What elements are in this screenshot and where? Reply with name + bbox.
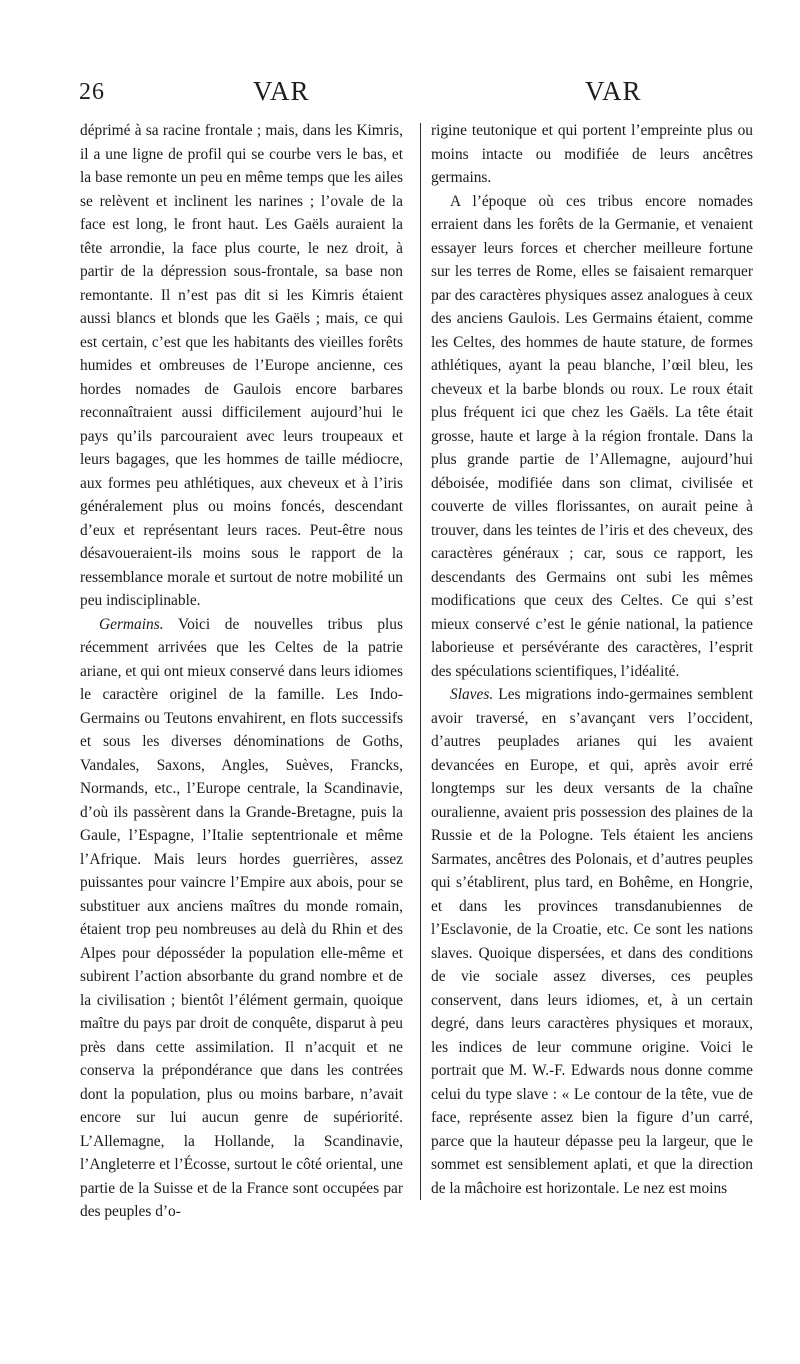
section-heading: Germains. xyxy=(99,615,164,633)
paragraph-germains xyxy=(80,613,403,1224)
paragraph-text: Voici de nouvelles tribus plus récemment arrivées que les Celtes de la patrie ariane, et qui ont mieux conservé dans leurs idiomes le caractère originel de la famille. Les Indo-Germains ou Teutons envahirent, en flots successifs et sous les diverses dénominations de Goths, Vandales, Saxons, Angles, Suèves, Francks, Normands, etc., l’Europe centrale, la Scandinavie, d’où ils passèrent dans la Grande-Bretagne, puis la Gaule, l’Espagne, l’Italie septentrionale et même l’Afrique. Mais leurs hordes guerrières, assez puissantes pour vaincre l’Empire aux abois, pour se substituer aux anciens maîtres du monde romain, étaient trop peu nombreuses au delà du Rhin et des Alpes pour déposséder la population elle-même et subirent l’action absorbante du grand nombre et de la civilisation ; bientôt l’élément germain, quoique maître du pays par droit de conquête, disparut à peu près dans cette assimilation. Il n’acquit et ne conserva la prépondérance que dans les contrées dont la population, plus ou moins barbare, n’avait encore sur lui aucun genre de supériorité. L’Allemagne, la Hollande, la Scandinavie, l’Angleterre et l’Écosse, surtout le côté oriental, une partie de la Suisse et de la France sont occupées par des peuples d’o- xyxy=(80,615,403,1220)
running-head-left: VAR xyxy=(253,76,310,106)
paragraph: A l’époque où ces tribus encore nomades erraient dans les forêts de la Germanie, et venaient essayer leurs forces et chercher meilleure fortune sur les terres de Rome, elles se faisaient remarquer par des caractères physiques assez analogues à ceux des anciens Gaulois. Les Germains étaient, comme les Celtes, des hommes de haute stature, de formes athlétiques, ayant la peau blanche, l’œil bleu, les cheveux et la barbe blonds ou roux. Le roux était plus fréquent ici que chez les Gaëls. La tête était grosse, haute et large à la région frontale. Dans la plus grande partie de l’Allemagne, aujourd’hui déboisée, modifiée dans son climat, civilisée et couverte de villes florissantes, on aurait peine à trouver, dans les teintes de l’iris et des cheveux, des caractères généraux ; car, sous ce rapport, les descendants des Germains ont subi les mêmes modifications que ceux des Celtes. Ce qui s’est mieux conservé c’est le génie national, la patience laborieuse et persévérante des caractères, l’esprit des spéculations scientifiques, l’idéalité. xyxy=(431,192,753,680)
paragraph: déprimé à sa racine frontale ; mais, dans les Kimris, il a une ligne de profil qui se courbe vers le bas, et la base remonte un peu en même temps que les ailes se relèvent et inclinent les narines ; l’ovale de la face est long, le front haut. Les Gaëls auraient la tête arrondie, la face plus courte, le nez droit, à partir de la dépression sous-frontale, sa base non remontante. Il n’est pas dit si les Kimris étaient aussi blancs et blonds que les Gaëls ; mais, ce qui est certain, c’est que les habitants des vieilles forêts humides et ombreuses de l’Europe ancienne, ces hordes nomades de Gaulois encore barbares reconnaîtraient aussi difficilement aujourd’hui le pays qu’ils parcouraient avec leurs troupeaux et leurs bagages, que les hommes de taille médiocre, aux formes peu athlétiques, aux cheveux et à l’iris généralement plus ou moins foncés, descendant d’eux et représentant leurs races. Peut-être nous désavoueraient-ils moins sous le rapport de la ressemblance morale et surtout de notre mobilité un peu indisciplinable. xyxy=(80,122,403,609)
page-number: 26 xyxy=(79,79,105,105)
paragraph-text: Les migrations indo-germaines semblent avoir traversé, en s’avançant vers l’occident, d’autres peuplades arianes qui les avaient devancées en Europe, et qui, après avoir erré longtemps sur les deux versants de la chaîne ouralienne, avaient pris possession des plaines de la Russie et de la Pologne. Tels étaient les anciens Sarmates, ancêtres des Polonais, et d’autres peuples qui s’établirent, plus tard, en Bohême, en Hongrie, et dans les provinces transdanubiennes de l’Esclavonie, de la Croatie, etc. Ce sont les nations slaves. Quoique dispersées, et dans des conditions de vie sociale assez diverses, ces peuples conservent, dans leurs idiomes, et, à un certain degré, dans leurs caractères physiques et moraux, les indices de leur commune origine. Voici le portrait que M. W.-F. Edwards nous donne comme celui du type slave : « Le contour de la tête, vue de face, représente assez bien la figure d’un carré, parce que la hauteur dépasse peu la largeur, que le sommet est sensiblement aplati, et que la direction de la mâchoire est horizontale. Le nez est moins xyxy=(431,686,753,1197)
section-heading: Slaves. xyxy=(450,686,494,703)
right-column xyxy=(431,119,753,1200)
left-column xyxy=(80,119,403,1224)
paragraph: rigine teutonique et qui portent l’empreinte plus ou moins intacte ou modifiée de leurs ancêtres germains. xyxy=(431,122,753,186)
paragraph-slaves xyxy=(431,683,753,1200)
column-divider xyxy=(420,123,421,1200)
running-head-right: VAR xyxy=(585,76,642,106)
